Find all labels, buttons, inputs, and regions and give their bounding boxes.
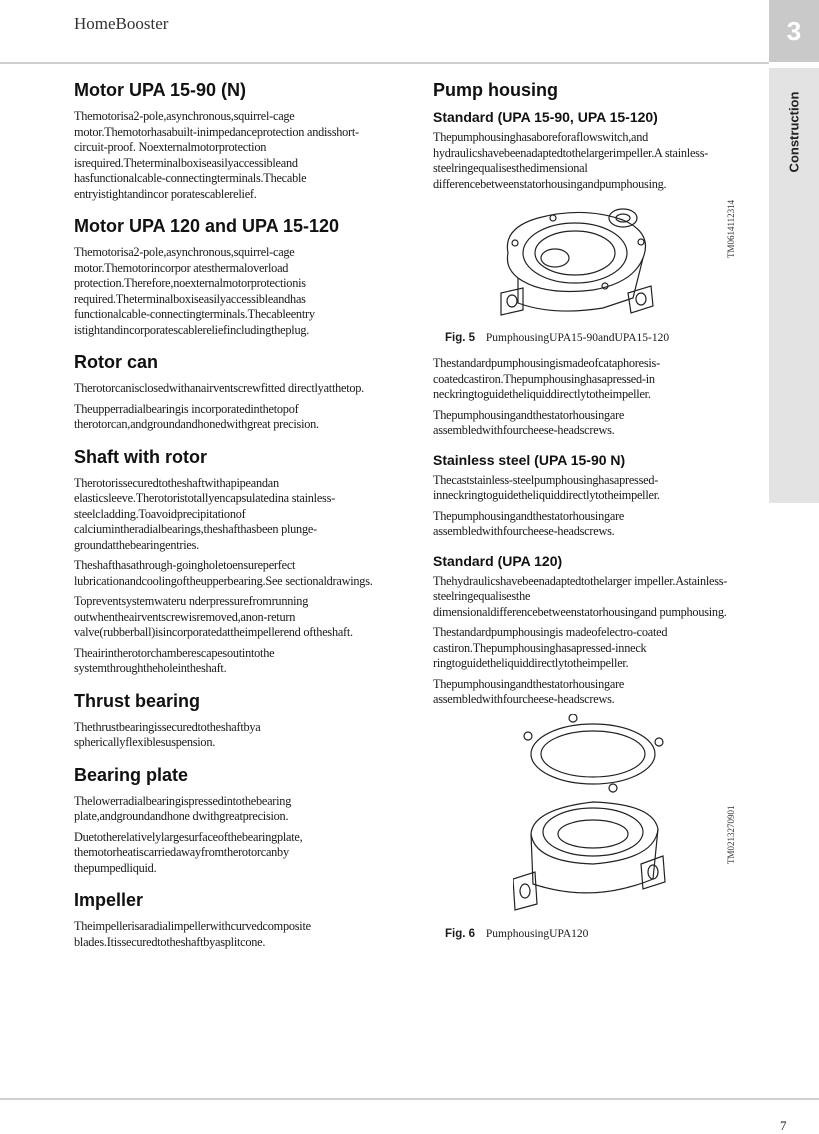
- paragraph: Thepumphousinghasaboreforaflowswitch,and hydraulicshavebeenadaptedtothelargerimpeller.A stainless-steelringequalisesthedimensional differencebetweenstatorhousingandpumphousing.: [433, 130, 709, 191]
- paragraph: Thepumphousingandthestatorhousingare assembledwithfourcheese-headscrews.: [433, 676, 625, 706]
- paragraph: Thelowerradialbearingispressedintothebearing plate,andgroundandhone dwithgreatprecision.: [74, 793, 292, 823]
- figure-number: Fig. 5: [445, 332, 476, 344]
- section-heading: Motor UPA 120 and UPA 15-120: [74, 216, 340, 236]
- section-shaft-with-rotor: [74, 447, 374, 677]
- figure-caption-text: PumphousingUPA15-90andUPA15-120: [485, 332, 670, 344]
- figure-caption: [445, 928, 733, 940]
- section-rotor-can: [74, 352, 374, 433]
- subsection-heading: Standard (UPA 15-90, UPA 15-120): [433, 109, 658, 125]
- footer-divider: [0, 1098, 819, 1100]
- paragraph: Theupperradialbearingis incorporatedinthetopof therotorcan,andgroundandhonedwithgreat precision.: [74, 401, 319, 431]
- section-impeller: [74, 890, 374, 950]
- paragraph: Thestandardpumphousingis madeofelectro-coated castiron.Thepumphousinghasapressed-inneck ringtoguidetheliquiddirectlytotheimpeller.: [433, 625, 668, 670]
- section-motor-upa-120: [74, 216, 374, 338]
- figure-caption: [445, 332, 733, 344]
- left-column: [74, 80, 374, 964]
- section-heading: Shaft with rotor: [74, 446, 207, 467]
- figure-code: TM0614112314: [726, 199, 736, 258]
- section-heading: Bearing plate: [74, 764, 189, 785]
- pump-housing-illustration: [493, 198, 663, 326]
- chapter-number-badge: 3: [769, 0, 819, 62]
- paragraph: Thestandardpumphousingismadeofcataphoresis-coatedcastiron.Thepumphousinghasapressed-in neckringtoguidetheliquiddirectlytotheimpeller.: [433, 356, 660, 401]
- section-side-tab-label: Construction: [786, 91, 802, 173]
- section-heading: Impeller: [74, 890, 144, 910]
- figure-caption-text: PumphousingUPA120: [485, 927, 589, 940]
- page-number: 7: [780, 1118, 787, 1133]
- section-motor-upa-15-90: [74, 80, 374, 202]
- section-bearing-plate: [74, 765, 374, 877]
- figure-5: [433, 198, 736, 328]
- paragraph: Theimpellerisaradialimpellerwithcurvedcomposite blades.Itissecuredtotheshaftbyasplitcone.: [74, 919, 311, 949]
- paragraph: Thepumphousingandthestatorhousingare assembledwithfourcheese-headscrews.: [433, 508, 625, 538]
- section-heading: Motor UPA 15-90 (N): [74, 80, 247, 100]
- paragraph: Theshafthasathrough-goingholetoensureperfect lubricationandcoolingoftheupperbearing.See sectionaldrawings.: [74, 558, 373, 588]
- section-heading: Rotor can: [74, 352, 159, 372]
- header-divider: [0, 62, 769, 64]
- paragraph: Thethrustbearingissecuredtotheshaftbya sphericallyflexiblesuspension.: [74, 719, 261, 749]
- figure-6: [433, 714, 736, 924]
- paragraph: Therotorcanisclosedwithanairventscrewfitted directlyatthetop.: [74, 381, 365, 395]
- paragraph: Thepumphousingandthestatorhousingare assembledwithfourcheese-headscrews.: [433, 407, 625, 437]
- paragraph: Duetotherelativelylargesurfaceofthebearingplate, themotorheatiscarriedawayfromtherotorcanby thepumpedliquid.: [74, 829, 303, 875]
- section-heading-pump-housing: Pump housing: [433, 80, 558, 100]
- paragraph: Therotorissecuredtotheshaftwithapipeandan elasticsleeve.Therotoristotallyencapsulatedina stainless-steelcladding.Toavoidprecipitationof calciumintheradialbearings,theshafthasbeen plunge-groundatthebearingentries.: [74, 475, 335, 552]
- paragraph: Thecaststainless-steelpumphousinghasapressed-inneckringtoguidetheliquiddirectlytotheimpeller.: [433, 472, 660, 502]
- paragraph: Themotorisa2-pole,asynchronous,squirrel-cage motor.Themotorincorpor atesthermaloverload protection.Therefore,noexternalmotorprotectionis required.Theterminalboxiseasilyaccessibleandhas functionalcable-connectingterminals.Thecableentry istightandincorporatescablereliefincludingtheplug.: [74, 245, 315, 337]
- paragraph: Thehydraulicshavebeenadaptedtothelarger impeller.Astainless-steelringequalisesthe dimensionaldifferencebetweenstatorhousingand pumphousing.: [433, 573, 728, 619]
- paragraph: Theairintherotorchamberescapesoutintothe systemthroughtheholeintheshaft.: [74, 645, 275, 675]
- figure-number: Fig. 6: [445, 927, 476, 940]
- section-heading: Thrust bearing: [74, 690, 201, 711]
- figure-code: TM0213270901: [726, 805, 736, 864]
- document-header-title: HomeBooster: [74, 14, 169, 33]
- subsection-heading: Stainless steel (UPA 15-90 N): [433, 451, 626, 468]
- right-column: [433, 80, 736, 952]
- subsection-heading: Standard (UPA 120): [433, 552, 563, 569]
- paragraph: Topreventsystemwateru nderpressurefromrunning outwhentheairventscrewisremoved,anon-return valve(rubberball)isincorporatedattheimpellerend oftheshaft.: [74, 594, 353, 639]
- section-thrust-bearing: [74, 691, 374, 751]
- pump-housing-exploded-illustration: [513, 714, 683, 920]
- paragraph: Themotorisa2-pole,asynchronous,squirrel-cage motor.Themotorhasabuilt-inimpedanceprotection andisshort-circuit-proof. Noexternalmotorprotection isrequired.Theterminalboxiseasilyaccessibleand hasfunctionalcable-connectingterminals.Thecable entryistightandincor poratescablerelief.: [74, 109, 359, 201]
